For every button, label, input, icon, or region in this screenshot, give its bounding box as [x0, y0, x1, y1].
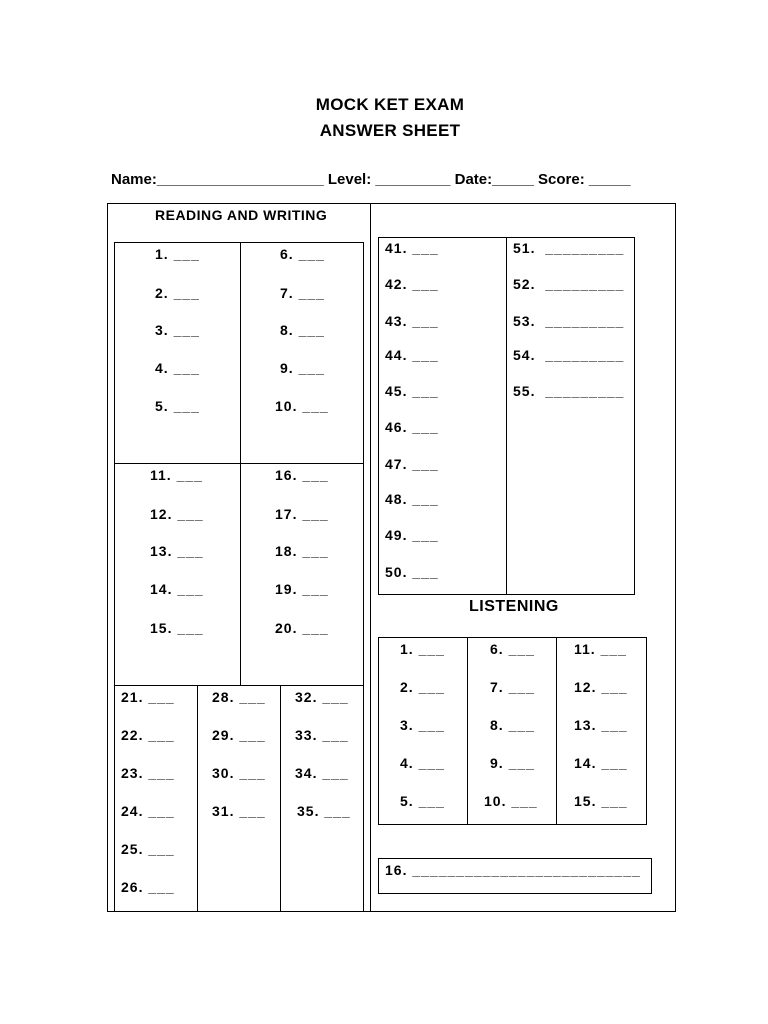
answer-item: 25. ___ — [121, 841, 175, 857]
listening-item: 4. ___ — [400, 755, 445, 771]
listening-item: 6. ___ — [490, 641, 535, 657]
answer-item: 2. ___ — [155, 285, 200, 301]
reading-writing-label: READING AND WRITING — [155, 207, 328, 223]
answer-item: 17. ___ — [275, 506, 329, 522]
answer-item: 33. ___ — [295, 727, 349, 743]
answer-item: 5. ___ — [155, 398, 200, 414]
listening-item: 10. ___ — [484, 793, 538, 809]
student-info-line: Name:____________________ Level: _________ Date:_____ Score: _____ — [111, 171, 631, 188]
answer-item: 51. _________ — [513, 240, 625, 256]
listening-item: 13. ___ — [574, 717, 628, 733]
answer-item: 47. ___ — [385, 456, 439, 472]
answer-item: 11. ___ — [150, 467, 203, 483]
listening-item: 8. ___ — [490, 717, 535, 733]
answer-item: 29. ___ — [212, 727, 266, 743]
answer-item: 4. ___ — [155, 360, 200, 376]
answer-item: 28. ___ — [212, 689, 266, 705]
answer-item: 24. ___ — [121, 803, 175, 819]
answer-item: 31. ___ — [212, 803, 266, 819]
answer-item: 46. ___ — [385, 419, 439, 435]
answer-item: 49. ___ — [385, 527, 439, 543]
listening-item: 3. ___ — [400, 717, 445, 733]
page-title-line2: ANSWER SHEET — [319, 121, 461, 140]
answer-item: 1. ___ — [155, 246, 200, 262]
grid-divider — [556, 637, 557, 825]
answer-item: 54. _________ — [513, 347, 625, 363]
listening-item: 2. ___ — [400, 679, 445, 695]
listening-label: LISTENING — [469, 598, 559, 615]
left-right-divider — [370, 203, 371, 912]
listening-item: 14. ___ — [574, 755, 628, 771]
listening-item: 5. ___ — [400, 793, 445, 809]
answer-item: 52. _________ — [513, 276, 625, 292]
answer-item: 23. ___ — [121, 765, 175, 781]
grid-divider — [114, 685, 364, 686]
listening-item: 12. ___ — [574, 679, 628, 695]
answer-item: 7. ___ — [280, 285, 325, 301]
listening-item: 11. ___ — [574, 641, 627, 657]
answer-item: 42. ___ — [385, 276, 439, 292]
page-title-line1: MOCK KET EXAM — [315, 95, 465, 114]
answer-item: 9. ___ — [280, 360, 325, 376]
listening-item: 16. __________________________ — [385, 862, 641, 878]
answer-item: 20. ___ — [275, 620, 329, 636]
answer-item: 21. ___ — [121, 689, 175, 705]
answer-item: 55. _________ — [513, 383, 625, 399]
grid-divider — [197, 685, 198, 912]
answer-item: 26. ___ — [121, 879, 175, 895]
listening-item: 7. ___ — [490, 679, 535, 695]
grid-divider — [467, 637, 468, 825]
answer-item: 3. ___ — [155, 322, 200, 338]
listening-item: 1. ___ — [400, 641, 445, 657]
answer-item: 48. ___ — [385, 491, 439, 507]
answer-item: 32. ___ — [295, 689, 349, 705]
answer-item: 18. ___ — [275, 543, 329, 559]
answer-item: 14. ___ — [150, 581, 204, 597]
answer-item: 6. ___ — [280, 246, 325, 262]
grid-divider — [114, 463, 364, 464]
answer-item: 43. ___ — [385, 313, 439, 329]
answer-item: 12. ___ — [150, 506, 204, 522]
answer-item: 15. ___ — [150, 620, 204, 636]
answer-item: 13. ___ — [150, 543, 204, 559]
answer-item: 10. ___ — [275, 398, 329, 414]
answer-item: 16. ___ — [275, 467, 329, 483]
grid-divider — [506, 237, 507, 595]
answer-item: 44. ___ — [385, 347, 439, 363]
answer-item: 34. ___ — [295, 765, 349, 781]
answer-item: 45. ___ — [385, 383, 439, 399]
answer-item: 30. ___ — [212, 765, 266, 781]
answer-item: 19. ___ — [275, 581, 329, 597]
answer-item: 50. ___ — [385, 564, 439, 580]
listening-item: 15. ___ — [574, 793, 628, 809]
answer-item: 35. ___ — [297, 803, 351, 819]
answer-item: 22. ___ — [121, 727, 175, 743]
listening-item: 9. ___ — [490, 755, 535, 771]
grid-divider — [280, 685, 281, 912]
answer-item: 8. ___ — [280, 322, 325, 338]
answer-item: 53. _________ — [513, 313, 625, 329]
answer-item: 41. ___ — [385, 240, 439, 256]
